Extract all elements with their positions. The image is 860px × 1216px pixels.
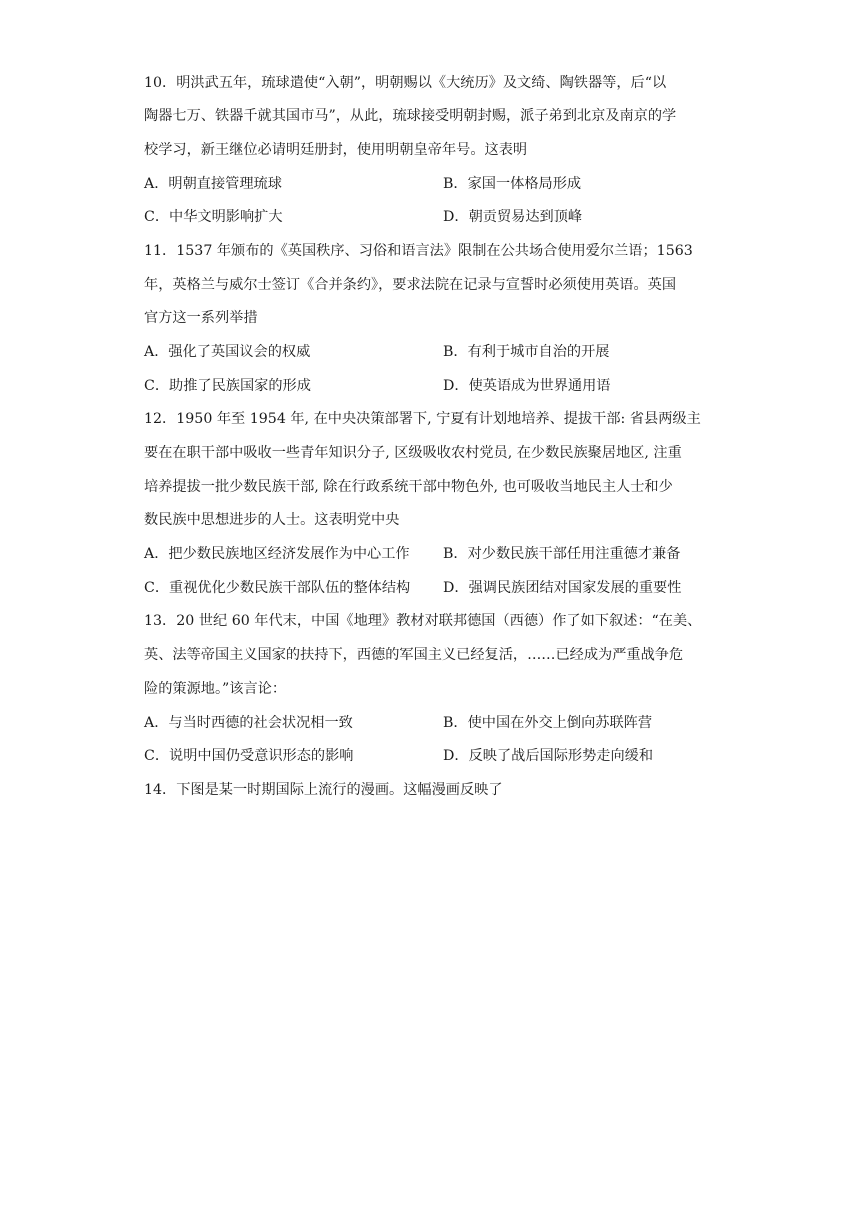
question-11-line-3: 官方这一系列举措 [144, 310, 258, 326]
question-12-line-2: 要在在职干部中吸收一些青年知识分子, 区级吸收农村党员, 在少数民族聚居地区, 注重 [144, 445, 682, 461]
question-11-option-a: A．强化了英国议会的权威 [144, 344, 311, 360]
question-14-line-1: 14．下图是某一时期国际上流行的漫画。这幅漫画反映了 [144, 782, 503, 798]
question-12-option-d: D．强调民族团结对国家发展的重要性 [443, 580, 682, 596]
question-13-option-a: A．与当时西德的社会状况相一致 [144, 715, 353, 731]
question-11-option-b: B．有利于城市自治的开展 [443, 344, 610, 360]
question-10-line-1: 10．明洪武五年，琉球遣使“入朝”，明朝赐以《大统历》及文绮、陶铁器等，后“以 [144, 75, 667, 91]
question-13-line-3: 险的策源地。”该言论： [144, 681, 287, 697]
question-12-option-a: A．把少数民族地区经济发展作为中心工作 [144, 546, 410, 562]
question-11-option-d: D．使英语成为世界通用语 [443, 378, 611, 394]
question-12-option-b: B．对少数民族干部任用注重德才兼备 [443, 546, 681, 562]
question-12-line-4: 数民族中思想进步的人士。这表明党中央 [144, 512, 400, 528]
question-12-option-c: C．重视优化少数民族干部队伍的整体结构 [144, 580, 411, 596]
question-10-option-b: B．家国一体格局形成 [443, 176, 582, 192]
question-13-line-2: 英、法等帝国主义国家的扶持下，西德的军国主义已经复活，……已经成为严重战争危 [144, 647, 684, 663]
question-10-option-c: C．中华文明影响扩大 [144, 209, 283, 225]
question-10-line-2: 陶器七万、铁器千就其国市马”，从此，琉球接受明朝封赐，派子弟到北京及南京的学 [144, 108, 677, 124]
question-12-line-1: 12．1950 年至 1954 年, 在中央决策部署下, 宁夏有计划地培养、提拔干部: 省县两级主 [144, 411, 701, 427]
question-13-option-c: C．说明中国仍受意识形态的影响 [144, 748, 354, 764]
question-13-option-b: B．使中国在外交上倒向苏联阵营 [443, 715, 653, 731]
question-11-option-c: C．助推了民族国家的形成 [144, 378, 311, 394]
question-10-line-3: 校学习，新王继位必请明廷册封，使用明朝皇帝年号。这表明 [144, 142, 528, 158]
question-12-line-3: 培养提拔一批少数民族干部, 除在行政系统干部中物色外, 也可吸收当地民主人士和少 [144, 479, 673, 495]
question-11-line-1: 11．1537 年颁布的《英国秩序、习俗和语言法》限制在公共场合使用爱尔兰语；1563 [144, 243, 693, 259]
question-13-option-d: D．反映了战后国际形势走向缓和 [443, 748, 654, 764]
question-13-line-1: 13．20 世纪 60 年代末，中国《地理》教材对联邦德国（西德）作了如下叙述：“在美、 [144, 613, 702, 629]
question-10-option-a: A．明朝直接管理琉球 [144, 176, 282, 192]
question-11-line-2: 年，英格兰与威尔士签订《合并条约》，要求法院在记录与宣誓时必须使用英语。英国 [144, 277, 677, 293]
question-10-option-d: D．朝贡贸易达到顶峰 [443, 209, 583, 225]
